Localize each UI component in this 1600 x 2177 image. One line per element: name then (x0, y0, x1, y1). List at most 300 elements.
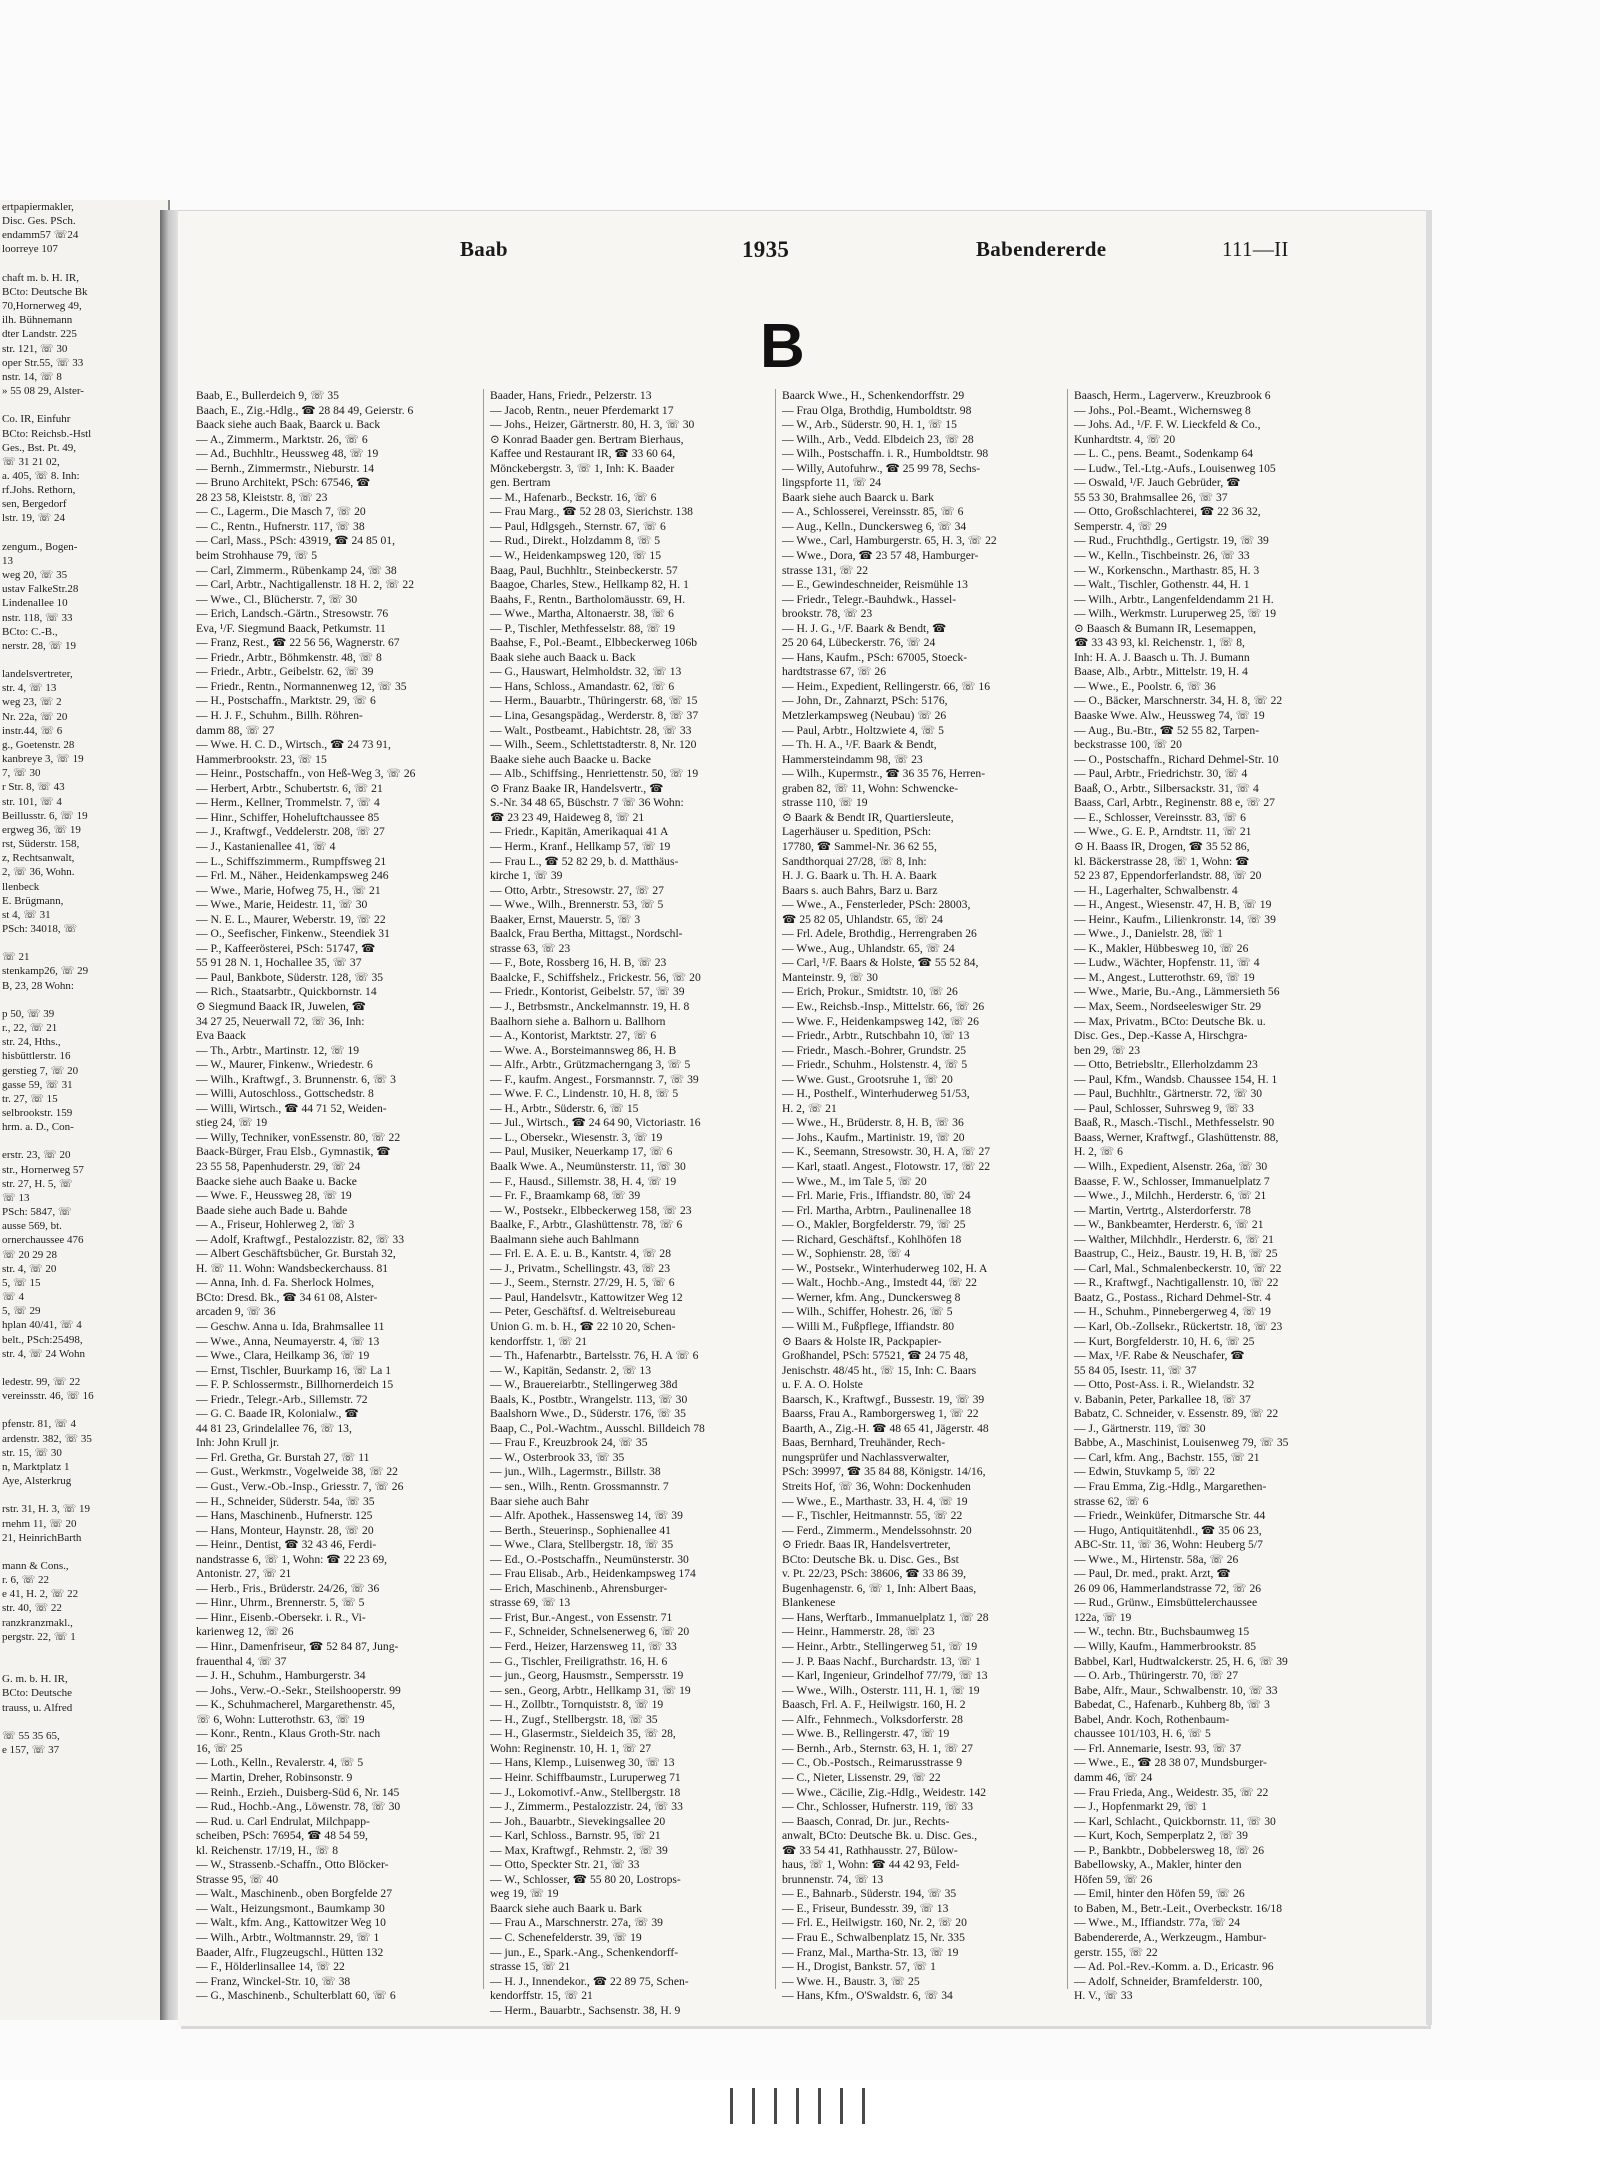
directory-entry: karienweg 12, ☏ 26 (196, 1625, 294, 1639)
directory-entry: — Friedr., Arbtr., Geibelstr. 62, ☏ 39 (196, 665, 374, 679)
directory-entry: — Frl. Martha, Arbtrn., Paulinenallee 18 (782, 1203, 972, 1217)
directory-entry: strasse 69, ☏ 13 (490, 1596, 571, 1610)
directory-entry: — Heinr., Hammerstr. 28, ☏ 23 (782, 1625, 935, 1639)
directory-entry: — Alfr., Arbtr., Grützmacherngang 3, ☏ 5 (490, 1058, 691, 1072)
directory-entry: — Wwe., M., Iffiandstr. 77a, ☏ 24 (1074, 1916, 1241, 1930)
directory-entry: Blankenese (782, 1596, 836, 1610)
directory-entry: — Joh., Bauarbtr., Sievekingsallee 20 (490, 1814, 666, 1828)
directory-entry: — Karl, Ob.-Zollsekr., Rückertstr. 18, ☏ 23 (1074, 1320, 1283, 1333)
directory-entry: — Wwe., A., Fensterleder, PSch: 28003, (782, 898, 971, 912)
directory-entry: Metzlerkampsweg (Neubau) ☏ 26 (782, 709, 947, 723)
directory-entry: ☎ 23 23 49, Haideweg 8, ☏ 21 (490, 810, 645, 824)
directory-entry: — Wwe., J., Milchh., Herderstr. 6, ☏ 21 (1074, 1189, 1267, 1203)
directory-entry: — W., Kapitän, Sedanstr. 2, ☏ 13 (490, 1363, 652, 1377)
directory-entry: Baade siehe auch Bade u. Bahde (196, 1203, 348, 1217)
directory-entry: — Edwin, Stuvkamp 5, ☏ 22 (1074, 1465, 1216, 1479)
directory-entry: — W., Heidenkampsweg 120, ☏ 15 (490, 549, 661, 563)
directory-entry: — Ferd., Heizer, Harzensweg 11, ☏ 33 (490, 1640, 677, 1654)
directory-entry: Baak siehe auch Baack u. Back (490, 650, 636, 664)
directory-entry: — Paul, Bankbote, Süderstr. 128, ☏ 35 (196, 970, 384, 984)
directory-entry: — Herb., Fris., Brüderstr. 24/26, ☏ 36 (196, 1581, 380, 1595)
directory-entry: ABC-Str. 11, ☏ 36, Wohn: Heuberg 5/7 (1074, 1538, 1263, 1552)
left-page-text (0, 200, 168, 1757)
left-page-line: erstr. 23, ☏ 20 (2, 1149, 71, 1162)
directory-entry: — F., Bote, Rossberg 16, H. B, ☏ 23 (490, 956, 667, 970)
left-page-line: ☏ 13 (2, 1191, 30, 1204)
left-page-line: kanbreye 3, ☏ 19 (2, 753, 84, 766)
directory-entry: — Frau Elisab., Arb., Heidenkampsweg 174 (490, 1567, 696, 1581)
directory-entry: — O., Postschaffn., Richard Dehmel-Str. 10 (1074, 752, 1279, 766)
directory-entry: H. 2, ☏ 6 (1074, 1145, 1123, 1159)
directory-entry: Disc. Ges., Dep.-Kasse A, Hirschgra- (1074, 1029, 1248, 1043)
directory-entry: — Herm., Kranf., Hellkamp 57, ☏ 19 (490, 839, 671, 853)
directory-entry: — K., Makler, Hübbesweg 10, ☏ 26 (1074, 941, 1249, 955)
directory-entry: Antonistr. 27, ☏ 21 (196, 1567, 292, 1581)
directory-entry: Höfen 59, ☏ 26 (1074, 1872, 1153, 1886)
left-page-line: ornerchaussee 476 (2, 1234, 84, 1247)
directory-entry: hardtstrasse 67, ☏ 26 (782, 665, 887, 679)
directory-entry: — Wwe. H., Baustr. 3, ☏ 25 (782, 1974, 920, 1988)
directory-entry: — C., Lagerm., Die Masch 7, ☏ 20 (196, 505, 366, 519)
directory-entry: — M., Angest., Lutterothstr. 69, ☏ 19 (1074, 970, 1255, 984)
directory-entry: — A., Friseur, Hohlerweg 2, ☏ 3 (196, 1218, 355, 1232)
running-head (178, 211, 1428, 261)
directory-entry: — Wwe. F., Heidenkampsweg 142, ☏ 26 (782, 1014, 979, 1028)
directory-entry: — Otto, Großschlachterei, ☎ 22 36 32, (1074, 505, 1261, 519)
directory-entry: — J., Zimmerm., Pestalozzistr. 24, ☏ 33 (490, 1800, 683, 1814)
directory-entry: Baarck siehe auch Baark u. Bark (490, 1901, 642, 1915)
left-page-line: Aye, Alsterkrug (2, 1475, 72, 1488)
directory-entry: Baab, E., Bullerdeich 9, ☏ 35 (196, 389, 339, 402)
directory-entry: — Wwe., Wilh., Brennerstr. 53, ☏ 5 (490, 898, 664, 912)
left-page-line: 5, ☏ 29 (2, 1305, 41, 1318)
directory-entry: Baasch, Herm., Lagerverw., Kreuzbrook 6 (1074, 389, 1271, 402)
left-page-line: llenbeck (2, 880, 40, 893)
directory-entry: Babe, Alfr., Maur., Schwalbenstr. 10, ☏ 33 (1074, 1683, 1278, 1697)
directory-entry: v. Pt. 22/23, PSch: 38606, ☎ 33 86 39, (782, 1567, 967, 1581)
left-page-line (0, 1545, 168, 1559)
directory-entry: — W., Strassenb.-Schaffn., Otto Blöcker- (196, 1858, 389, 1872)
left-page-line: str. 15, ☏ 30 (2, 1446, 62, 1459)
directory-entry: — Hugo, Antiquitätenhdl., ☎ 35 06 23, (1074, 1523, 1262, 1537)
directory-entry: — O., Seefischer, Finkenw., Steendiek 31 (196, 927, 390, 941)
film-mark (774, 2088, 777, 2124)
directory-entry: — G., Tischler, Freiligrathstr. 16, H. 6 (490, 1654, 668, 1668)
directory-entry: — Konr., Rentn., Klaus Groth-Str. nach (196, 1727, 381, 1741)
left-page-line: 2, ☏ 36, Wohn. (2, 866, 75, 879)
left-page-line: hrm. a. D., Con- (2, 1121, 74, 1134)
directory-entry: Baatz, G., Postass., Richard Dehmel-Str. 4 (1074, 1290, 1271, 1304)
directory-entry: — Friedr., Telegr.-Bauhdwk., Hassel- (782, 592, 957, 606)
directory-entry: — J., Kraftwgf., Veddelerstr. 208, ☏ 27 (196, 825, 385, 839)
directory-entry: — Max, Kraftwgf., Rehmstr. 2, ☏ 39 (490, 1843, 668, 1857)
directory-entry: — Frl. Annemarie, Isestr. 93, ☏ 37 (1074, 1741, 1242, 1755)
left-page-line: r. 6, ☏ 22 (2, 1574, 50, 1587)
directory-entry: u. F. A. O. Holste (782, 1378, 863, 1392)
left-page-line: e 41, H. 2, ☏ 22 (2, 1588, 79, 1601)
directory-entry: — Gust., Verw.-Ob.-Insp., Griesstr. 7, ☏ 26 (196, 1480, 404, 1494)
directory-entry: — C., Nieter, Lissenstr. 29, ☏ 22 (782, 1770, 941, 1784)
left-page-line (0, 1644, 168, 1658)
directory-entry: — Bernh., Arb., Sternstr. 63, H. 1, ☏ 27 (782, 1741, 973, 1755)
directory-entry: — Ew., Reichsb.-Insp., Mittelstr. 66, ☏ 26 (782, 999, 985, 1013)
directory-entry: — jun., E., Spark.-Ang., Schenkendorff- (490, 1945, 679, 1959)
directory-entry: ☎ 33 54 41, Rathhausstr. 27, Bülow- (782, 1843, 958, 1857)
directory-entry: Baader, Hans, Friedr., Pelzerstr. 13 (490, 389, 652, 402)
directory-entry: Manteinstr. 9, ☏ 30 (782, 970, 878, 984)
left-page-line: r Str. 8, ☏ 43 (2, 781, 65, 794)
directory-entry: — Friedr., Kapitän, Amerikaquai 41 A (490, 825, 669, 839)
directory-entry: — Jul., Wirtsch., ☎ 24 64 90, Victoriastr. 16 (490, 1116, 701, 1130)
directory-entry: — Walt., Tischler, Gothenstr. 44, H. 1 (1074, 578, 1250, 592)
directory-entry: Inh: John Krull jr. (196, 1436, 280, 1450)
directory-entry: — G. C. Baade IR, Kolonialw., ☎ (196, 1407, 359, 1421)
running-head-year: 1935 (742, 237, 790, 262)
directory-entry: Baack siehe auch Baak, Baarck u. Back (196, 418, 381, 432)
directory-entry: Baalhorn siehe a. Balhorn u. Ballhorn (490, 1014, 666, 1028)
directory-entry: 28 23 58, Kleiststr. 8, ☏ 23 (196, 490, 328, 504)
directory-entry: — Wilh., Werkmstr. Luruperweg 25, ☏ 19 (1074, 607, 1277, 621)
directory-entry: — Wilh., Postschaffn. i. R., Humboldtstr. 98 (782, 447, 989, 461)
running-head-left: Baab (460, 237, 508, 261)
directory-entry: — Wwe., Anna, Neumayerstr. 4, ☏ 13 (196, 1334, 380, 1348)
directory-entry: ⊙ Franz Baake IR, Handelsvertr., ☎ (490, 781, 664, 795)
directory-entry: Baalck, Frau Bertha, Mittagst., Nordschl- (490, 927, 683, 941)
directory-entry: — Wilh., Arb., Vedd. Elbdeich 23, ☏ 28 (782, 432, 974, 446)
directory-entry: — Wwe. F., Heussweg 28, ☏ 19 (196, 1189, 352, 1203)
left-page-line (0, 1715, 168, 1729)
directory-entry: — Wwe., Wilh., Osterstr. 111, H. 1, ☏ 19 (782, 1683, 980, 1697)
directory-entry: — Kurt, Koch, Semperplatz 2, ☏ 39 (1074, 1829, 1248, 1843)
directory-entry: BCto: Deutsche Bk. u. Disc. Ges., Bst (782, 1552, 959, 1566)
directory-entry: — H., Schneider, Süderstr. 54a, ☏ 35 (196, 1494, 375, 1508)
left-page-line: nstr. 118, ☏ 33 (2, 611, 73, 624)
directory-entry: — Johs. Ad., ¹/F. F. W. Lieckfeld & Co., (1074, 418, 1261, 432)
directory-entry: — Willi M., Fußpflege, Iffiandstr. 80 (782, 1320, 955, 1333)
directory-entry: — Karl, staatl. Angest., Flotowstr. 17, ☏ 22 (782, 1159, 991, 1173)
directory-entry: Babbe, A., Maschinist, Louisenweg 79, ☏ 35 (1074, 1436, 1289, 1450)
left-page-line: p 50, ☏ 39 (2, 1007, 55, 1020)
directory-entry: — Wwe., Martha, Altonaerstr. 38, ☏ 6 (490, 607, 674, 621)
left-page-line: str. 27, H. 5, ☏ (2, 1177, 73, 1190)
directory-entry: damm 46, ☏ 24 (1074, 1770, 1153, 1784)
directory-entry: — Peter, Geschäftsf. d. Weltreisebureau (490, 1305, 676, 1319)
directory-entry: — J., Gärtnerstr. 119, ☏ 30 (1074, 1421, 1206, 1435)
directory-entry: Baasch, Frl. A. F., Heilwigstr. 160, H. 2 (782, 1698, 966, 1712)
directory-entry: Baalk Wwe. A., Neumünsterstr. 11, ☏ 30 (490, 1159, 686, 1173)
left-page-line: str. 101, ☏ 4 (2, 795, 62, 808)
directory-entry: kendorffstr. 1, ☏ 21 (490, 1334, 588, 1348)
directory-entry: — Frl. Gretha, Gr. Burstah 27, ☏ 11 (196, 1450, 370, 1464)
directory-entry: — Max, ¹/F. Rabe & Neuschafer, ☎ (1074, 1349, 1245, 1363)
left-page-line: ☏ 55 35 65, (2, 1729, 60, 1742)
left-page-line (0, 398, 168, 412)
directory-entry: — H., Zugf., Stellbergstr. 18, ☏ 35 (490, 1712, 658, 1726)
directory-entry: — W., Sophienstr. 28, ☏ 4 (782, 1247, 911, 1261)
left-page-line: ilh. Bühnemann (2, 314, 73, 327)
directory-entry: ☎ 25 82 05, Uhlandstr. 65, ☏ 24 (782, 912, 943, 926)
directory-entry: Baag, Paul, Buchhltr., Steinbeckerstr. 57 (490, 563, 678, 577)
directory-entry: — Richard, Geschäftsf., Kohlhöfen 18 (782, 1232, 962, 1246)
directory-entry: — Wwe., Clara, Stellbergstr. 18, ☏ 35 (490, 1538, 674, 1552)
directory-entry: damm 88, ☏ 27 (196, 723, 275, 737)
directory-entry: — Wwe., Cl., Blücherstr. 7, ☏ 30 (196, 592, 358, 606)
left-page-line: ledestr. 99, ☏ 22 (2, 1375, 81, 1388)
directory-entry: — J., Lokomotivf.-Anw., Stellbergstr. 18 (490, 1785, 681, 1799)
directory-entry: Baach, E., Zig.-Hdlg., ☎ 28 84 49, Geierstr. 6 (196, 403, 414, 417)
directory-entry: — Wwe., E., Marthastr. 33, H. 4, ☏ 19 (782, 1494, 968, 1508)
left-page-line: ☏ 4 (2, 1291, 25, 1304)
left-page-line: 13 (2, 554, 13, 567)
directory-entry: — Alfr. Apothek., Hassensweg 14, ☏ 39 (490, 1509, 683, 1523)
directory-entry: — Wilh., Arbtr., Langenfeldendamm 21 H. (1074, 592, 1274, 606)
directory-entry: — Willy, Techniker, vonEssenstr. 80, ☏ 22 (196, 1130, 401, 1144)
directory-entry: scheiben, PSch: 76954, ☎ 48 54 59, (196, 1829, 368, 1843)
directory-entry: — Friedr., Arbtr., Rutschbahn 10, ☏ 13 (782, 1029, 970, 1043)
directory-entry: H. V., ☏ 33 (1074, 1989, 1133, 2003)
left-page-line: ranzkranzmakl., (2, 1616, 73, 1629)
directory-entry: — Frl. M., Näher., Heidenkampsweg 246 (196, 869, 389, 883)
directory-entry: 26 09 06, Hammerlandstrasse 72, ☏ 26 (1074, 1581, 1262, 1595)
left-page-line: hisbüttlerstr. 16 (2, 1050, 71, 1063)
left-page-line: 7, ☏ 30 (2, 767, 41, 780)
directory-entry: Baalcke, F., Schiffshelz., Frickestr. 56, ☏ 20 (490, 970, 701, 984)
directory-entry: — Friedr., Telegr.-Arb., Sillemstr. 72 (196, 1392, 368, 1406)
left-page-line: ☏ 21 (2, 951, 30, 964)
left-page-line: str. 4, ☏ 20 (2, 1262, 57, 1275)
directory-entry: — Hinr., Damenfriseur, ☎ 52 84 87, Jung- (196, 1640, 399, 1654)
directory-entry: — Hinr., Uhrm., Brennerstr. 5, ☏ 5 (196, 1596, 365, 1610)
left-page-line: » 55 08 29, Alster- (2, 385, 84, 398)
directory-entry: Baark siehe auch Baarck u. Bark (782, 490, 934, 504)
directory-entry: — N. E. L., Maurer, Weberstr. 19, ☏ 22 (196, 912, 386, 926)
left-page-line (0, 1403, 168, 1417)
directory-entry: — Oswald, ¹/F. Jauch Gebrüder, ☎ (1074, 476, 1241, 490)
directory-entry: — Wwe., Marie, Bu.-Ang., Lämmersieth 56 (1074, 985, 1280, 999)
directory-entry: — Gust., Werkmstr., Vogelweide 38, ☏ 22 (196, 1465, 398, 1479)
left-page-line: BCto: Deutsche Bk (2, 285, 88, 298)
directory-entry: — Walt., Heizungsmont., Baumkamp 30 (196, 1901, 385, 1915)
directory-entry: Babbel, Karl, Hudtwalckerstr. 25, H. 6, ☏ 39 (1074, 1654, 1288, 1668)
directory-entry: Bugenhagenstr. 6, ☏ 1, Inh: Albert Baas, (782, 1581, 977, 1595)
directory-entry: Baass, Carl, Arbtr., Reginenstr. 88 e, ☏ 27 (1074, 796, 1275, 810)
left-page-line: Beillusstr. 6, ☏ 19 (2, 809, 88, 822)
left-page-line: chaft m. b. H. IR, (2, 271, 79, 284)
directory-entry: — Willy, Autofuhrw., ☎ 25 99 78, Sechs- (782, 461, 981, 475)
directory-entry: — K., Schuhmacherel, Margarethenstr. 45, (196, 1698, 396, 1712)
directory-entry: brookstr. 78, ☏ 23 (782, 607, 873, 621)
directory-entry: — Johs., Kaufm., Martinistr. 19, ☏ 20 (782, 1130, 965, 1144)
directory-entry: — Hans, Werftarb., Immanuelplatz 1, ☏ 28 (782, 1610, 989, 1624)
left-page-line (0, 1488, 168, 1502)
directory-entry: — Wwe., E., Poolstr. 6, ☏ 36 (1074, 679, 1216, 693)
directory-entry: — Paul, Musiker, Neuerkamp 17, ☏ 6 (490, 1145, 673, 1159)
column-divider (1067, 389, 1068, 1989)
directory-entry: Streits Hof, ☏ 36, Wohn: Dockenhuden (782, 1480, 971, 1494)
directory-entry: chaussee 101/103, H. 6, ☏ 5 (1074, 1727, 1211, 1741)
left-page-line: loorreye 107 (2, 243, 58, 256)
directory-entry: — L., Obersekr., Wiesenstr. 3, ☏ 19 (490, 1130, 663, 1144)
directory-entry: — Rich., Staatsarbtr., Quickbornstr. 14 (196, 985, 377, 999)
directory-entry: Baaker, Ernst, Mauerstr. 5, ☏ 3 (490, 912, 641, 926)
directory-entry: — G., Hauswart, Helmholdstr. 32, ☏ 13 (490, 665, 682, 679)
directory-entry: frauenthal 4, ☏ 37 (196, 1654, 287, 1668)
directory-entry: — Baasch, Conrad, Dr. jur., Rechts- (782, 1814, 950, 1828)
directory-entry: — P., Kaffeerösterei, PSch: 51747, ☎ (196, 941, 376, 955)
directory-entry: — Ferd., Zimmerm., Mendelssohnstr. 20 (782, 1523, 972, 1537)
left-page-line: r., 22, ☏ 21 (2, 1022, 58, 1035)
directory-entry: — Walt., kfm. Ang., Kattowitzer Weg 10 (196, 1916, 386, 1930)
directory-entry: — Heinr., Dentist, ☎ 32 43 46, Ferdi- (196, 1538, 377, 1552)
directory-entry: — Friedr., Kontorist, Geibelstr. 57, ☏ 39 (490, 985, 685, 999)
left-page-line (0, 1361, 168, 1375)
left-page-line (0, 1134, 168, 1148)
directory-entry: Baastrup, C., Heiz., Baustr. 19, H. B, ☏ 25 (1074, 1247, 1278, 1261)
directory-entry: weg 19, ☏ 19 (490, 1887, 559, 1901)
directory-entry: — Rud., Grünw., Eimsbüttelerchaussee (1074, 1596, 1258, 1610)
left-page-line: a. 405, ☏ 8. Inh: (2, 469, 80, 482)
directory-entry: — Otto, Speckter Str. 21, ☏ 33 (490, 1858, 640, 1872)
directory-entry: Lagerhäuser u. Spedition, PSch: (782, 825, 932, 839)
left-page-line (0, 526, 168, 540)
directory-entry: Baake siehe auch Baacke u. Backe (490, 752, 651, 766)
directory-entry: — A., Kontorist, Marktstr. 27, ☏ 6 (490, 1029, 657, 1043)
directory-entry: — H. J., Innendekor., ☎ 22 89 75, Schen- (490, 1974, 689, 1988)
directory-entry: — Wwe., J., Danielstr. 28, ☏ 1 (1074, 927, 1223, 941)
directory-entry: nungsprüfer und Nachlassverwalter, (782, 1450, 950, 1464)
left-page-line: BCto: Reichsb.-Hstl (2, 427, 92, 440)
directory-entry: — Martin, Dreher, Robinsonstr. 9 (196, 1770, 353, 1784)
directory-entry: Baarss, Frau A., Ramborgersweg 1, ☏ 22 (782, 1407, 979, 1421)
directory-entry: — Martin, Vertrtg., Alsterdorferstr. 78 (1074, 1203, 1251, 1217)
directory-entry: — Friedr., Arbtr., Böhmkenstr. 48, ☏ 8 (196, 650, 382, 664)
film-strip-marks (730, 2080, 870, 2130)
directory-entry: H. J. G. Baark u. Th. H. A. Baark (782, 869, 937, 883)
directory-entry: — Hinr., Eisenb.-Obersekr. i. R., Vi- (196, 1610, 366, 1624)
left-page-line: selbrookstr. 159 (2, 1107, 73, 1119)
left-page-line: BCto: Deutsche (2, 1687, 72, 1700)
directory-entry: — Max, Seem., Nordseeleswiger Str. 29 (1074, 999, 1262, 1013)
directory-entry: — J., Seem., Sternstr. 27/29, H. 5, ☏ 6 (490, 1276, 675, 1290)
directory-entry: — Wwe., Marie, Heidestr. 11, ☏ 30 (196, 898, 368, 912)
directory-entry: Baarth, A., Zig.-H. ☎ 48 65 41, Jägerstr. 48 (782, 1421, 989, 1435)
directory-entry: — Hans, Schloss., Amandastr. 62, ☏ 6 (490, 679, 675, 693)
left-page-line: sen, Bergedorf (2, 498, 67, 511)
directory-entry: — Walt., Hochb.-Ang., Imstedt 44, ☏ 22 (782, 1276, 977, 1290)
page-number: 111—II (1222, 237, 1289, 261)
directory-entry: anwalt, BCto: Deutsche Bk. u. Disc. Ges., (782, 1829, 978, 1843)
directory-entry: — J., Betrbsmstr., Anckelmannstr. 19, H. 8 (490, 999, 690, 1013)
directory-entry: — Johs., Pol.-Beamt., Wichernsweg 8 (1074, 403, 1251, 417)
directory-entry: to Baben, M., Betr.-Leit., Overbeckstr. 16/18 (1074, 1901, 1283, 1915)
directory-entry: — M., Hafenarb., Beckstr. 16, ☏ 6 (490, 490, 657, 504)
directory-entry: — jun., Wilh., Lagermstr., Billstr. 38 (490, 1465, 661, 1479)
directory-entry: 23 55 58, Papenhuderstr. 29, ☏ 24 (196, 1159, 361, 1173)
left-page-line: instr.44, ☏ 6 (2, 724, 63, 737)
left-page-line: belt., PSch:25498, (2, 1333, 83, 1346)
left-page-line: dter Landstr. 225 (2, 328, 77, 341)
directory-entry: — Walther, Milchhdlr., Herderstr. 6, ☏ 21 (1074, 1232, 1274, 1246)
directory-entry: — Wilh., Expedient, Alsenstr. 26a, ☏ 30 (1074, 1159, 1268, 1173)
directory-entry: — Wilh., Seem., Schlettstadterstr. 8, Nr. 120 (490, 738, 697, 752)
column-4 (1074, 389, 1364, 2009)
directory-entry: — Friedr., Rentn., Normannenweg 12, ☏ 35 (196, 679, 407, 693)
directory-entry: — Wwe. Gust., Grootsruhe 1, ☏ 20 (782, 1072, 953, 1086)
directory-entry: 55 91 28 N. 1, Hochallee 35, ☏ 37 (196, 956, 362, 970)
directory-entry: — H., Postschaffn., Marktstr. 29, ☏ 6 (196, 694, 376, 708)
directory-entry: — Wwe., E., ☎ 28 38 07, Mundsburger- (1074, 1756, 1267, 1770)
directory-entry: — Friedr., Masch.-Bohrer, Grundstr. 25 (782, 1043, 967, 1057)
left-page-line: 21, HeinrichBarth (2, 1531, 82, 1544)
directory-entry: Baarck Wwe., H., Schenkendorffstr. 29 (782, 389, 965, 402)
left-page-line: lstr. 19, ☏ 24 (2, 512, 65, 525)
directory-entry: — Frau Emma, Zig.-Hdlg., Margarethen- (1074, 1480, 1267, 1494)
directory-entry: Baals, K., Postbtr., Wrangelstr. 113, ☏ 30 (490, 1392, 688, 1406)
directory-entry: — Heinr., Kaufm., Lilienkronstr. 14, ☏ 39 (1074, 912, 1276, 926)
column-2 (490, 389, 768, 2017)
directory-entry: Baap, C., Pol.-Wachtm., Ausschl. Billdeich 78 (490, 1421, 705, 1435)
left-page-line (0, 993, 168, 1007)
directory-entry: — W., Postsekr., Elbbeckerweg 158, ☏ 23 (490, 1203, 692, 1217)
directory-entry: Baas, Bernhard, Treuhänder, Rech- (782, 1436, 946, 1450)
directory-entry: beim Strohhause 79, ☏ 5 (196, 549, 318, 563)
directory-entry: — O., Makler, Borgfelderstr. 79, ☏ 25 (782, 1218, 966, 1232)
directory-entry: — Berth., Steuerinsp., Sophienallee 41 (490, 1523, 671, 1537)
directory-entry: — Johs., Heizer, Gärtnerstr. 80, H. 3, ☏ 30 (490, 418, 695, 432)
column-3 (782, 389, 1060, 2009)
directory-entry: — Alb., Schiffsing., Henriettenstr. 50, ☏ 19 (490, 767, 699, 781)
film-mark (818, 2088, 821, 2124)
directory-entry: — L., Schiffszimmerm., Rumpffsweg 21 (196, 854, 387, 868)
directory-entry: BCto: Dresd. Bk., ☎ 34 61 08, Alster- (196, 1290, 378, 1304)
directory-entry: stieg 24, ☏ 19 (196, 1116, 268, 1130)
left-page-line: oper Str.55, ☏ 33 (2, 356, 84, 369)
left-page-line: weg 23, ☏ 2 (2, 696, 62, 709)
left-page-line: g., Goetenstr. 28 (2, 738, 75, 751)
directory-entry: S.-Nr. 34 48 65, Büschstr. 7 ☏ 36 Wohn: (490, 796, 684, 810)
directory-entry: — Jacob, Rentn., neuer Pferdemarkt 17 (490, 403, 674, 417)
directory-entry: — H. J. G., ¹/F. Baark & Bendt, ☎ (782, 621, 947, 635)
directory-entry: ☏ 6, Wohn: Lutterothstr. 63, ☏ 19 (196, 1712, 365, 1726)
directory-entry: — Erich, Prokur., Smidtstr. 10, ☏ 26 (782, 985, 958, 999)
directory-entry: 55 84 05, Isestr. 11, ☏ 37 (1074, 1363, 1197, 1377)
directory-entry: Baaß, O., Arbtr., Silbersackstr. 31, ☏ 4 (1074, 781, 1259, 795)
directory-entry: — L. C., pens. Beamt., Sodenkamp 64 (1074, 447, 1254, 461)
directory-entry: — Th., Arbtr., Martinstr. 12, ☏ 19 (196, 1043, 360, 1057)
directory-entry: — Ernst, Tischler, Buurkamp 16, ☏ La 1 (196, 1363, 392, 1377)
directory-entry: ⊙ Friedr. Baas IR, Handelsvertreter, (782, 1538, 951, 1552)
directory-entry: — Paul, Hdlgsgeh., Sternstr. 67, ☏ 6 (490, 519, 666, 533)
directory-entry: — F. P. Schlossermstr., Billhornerdeich 15 (196, 1378, 394, 1392)
directory-entry: strasse 110, ☏ 19 (782, 796, 868, 810)
directory-entry: — Erich, Maschinenb., Ahrensburger- (490, 1581, 668, 1595)
directory-entry: — Loth., Kelln., Revalerstr. 4, ☏ 5 (196, 1756, 364, 1770)
directory-entry: Großhandel, PSch: 57521, ☎ 24 75 48, (782, 1349, 969, 1363)
directory-entry: — H., Posthelf., Winterhuderweg 51/53, (782, 1087, 970, 1101)
directory-entry: — E., Schlosser, Vereinsstr. 83, ☏ 6 (1074, 810, 1246, 824)
directory-entry: — E., Bahnarb., Süderstr. 194, ☏ 35 (782, 1887, 957, 1901)
directory-entry: Baahs, F., Rentn., Bartholomäusstr. 69, H. (490, 592, 686, 606)
left-page-line: Disc. Ges. PSch. (2, 215, 76, 228)
directory-entry: — Kurt, Borgfelderstr. 10, H. 6, ☏ 25 (1074, 1334, 1255, 1348)
directory-entry: kirche 1, ☏ 39 (490, 869, 563, 883)
directory-entry: — jun., Georg, Hausmstr., Sempersstr. 19 (490, 1669, 684, 1683)
directory-entry: — Ed., O.-Postschaffn., Neumünsterstr. 30 (490, 1552, 689, 1566)
left-page-line: pergstr. 22, ☏ 1 (2, 1630, 76, 1643)
left-page-line: ausse 569, bt. (2, 1220, 62, 1233)
directory-entry: — Paul, Arbtr., Friedrichstr. 30, ☏ 4 (1074, 767, 1248, 781)
directory-entry: — Herbert, Arbtr., Schubertstr. 6, ☏ 21 (196, 781, 383, 795)
